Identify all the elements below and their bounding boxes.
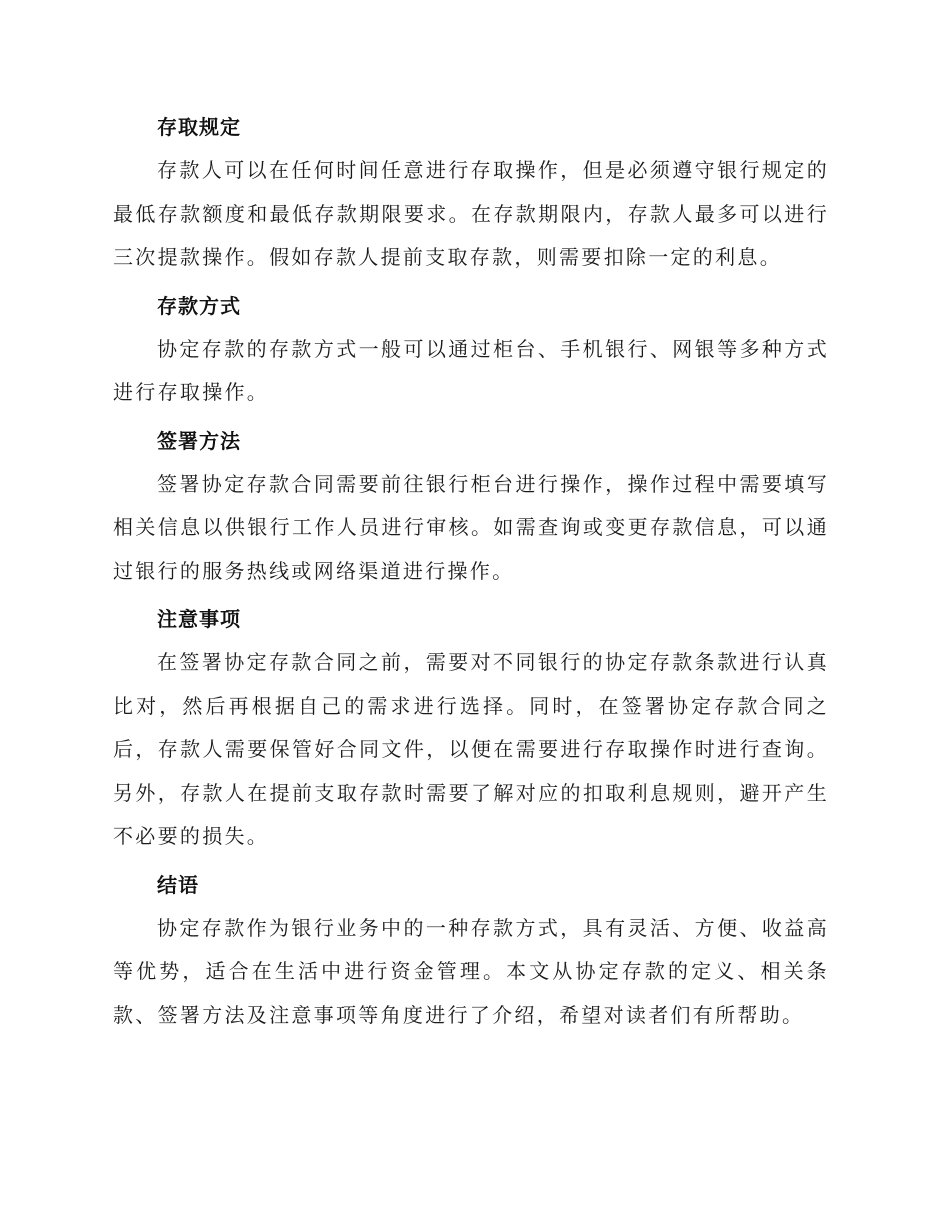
section-signing-method <box>113 419 829 594</box>
document-body <box>113 105 829 1041</box>
section-conclusion <box>113 863 829 1038</box>
section-deposit-methods <box>113 284 829 415</box>
section-heading: 注意事项 <box>157 607 241 631</box>
section-paragraph: 在签署协定存款合同之前，需要对不同银行的协定存款条款进行认真比对，然后再根据自己的需求进行选择。同时，在签署协定存款合同之后，存款人需要保管好合同文件，以便在需要进行存取操作时进行查询。另外，存款人在提前支取存款时需要了解对应的扣取利息规则，避开产生不必要的损失。 <box>113 650 829 848</box>
section-paragraph: 协定存款作为银行业务中的一种存款方式，具有灵活、方便、收益高等优势，适合在生活中进行资金管理。本文从协定存款的定义、相关条款、签署方法及注意事项等角度进行了介绍，希望对读者们有所帮助。 <box>113 915 829 1027</box>
section-heading: 存取规定 <box>157 115 241 139</box>
section-access-rules <box>113 105 829 280</box>
section-paragraph: 存款人可以在任何时间任意进行存取操作，但是必须遵守银行规定的最低存款额度和最低存款期限要求。在存款期限内，存款人最多可以进行三次提款操作。假如存款人提前支取存款，则需要扣除一定的利息。 <box>113 158 829 269</box>
section-paragraph: 协定存款的存款方式一般可以通过柜台、手机银行、网银等多种方式进行存取操作。 <box>113 336 829 404</box>
section-heading: 签署方法 <box>157 428 241 453</box>
section-paragraph: 签署协定存款合同需要前往银行柜台进行操作，操作过程中需要填写相关信息以供银行工作人员进行审核。如需查询或变更存款信息，可以通过银行的服务热线或网络渠道进行操作。 <box>113 471 829 583</box>
section-notes <box>113 597 829 859</box>
section-heading: 结语 <box>157 872 199 897</box>
section-heading: 存款方式 <box>157 293 241 318</box>
